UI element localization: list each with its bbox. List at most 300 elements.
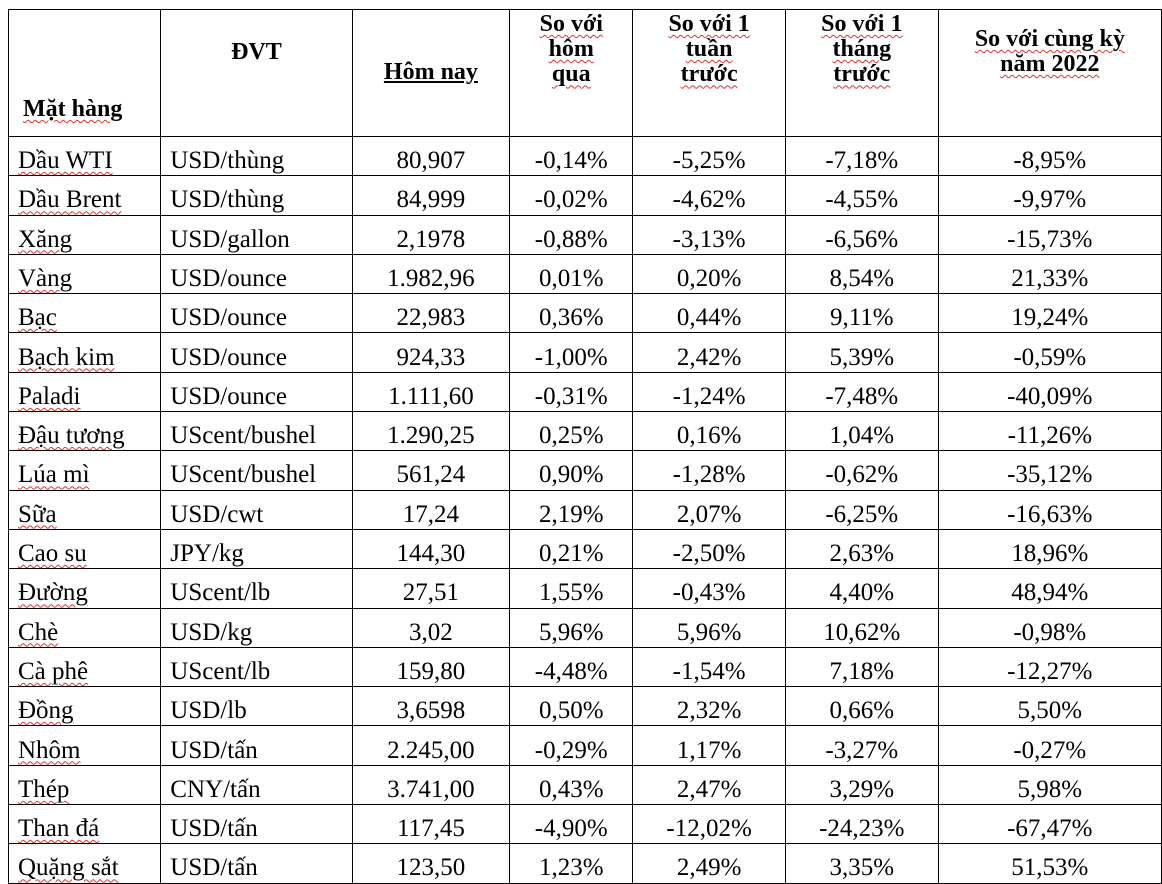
cell-vs-last-month xyxy=(785,726,938,765)
cell-today xyxy=(352,844,510,883)
cell-vs-last-month xyxy=(785,490,938,529)
header-item xyxy=(9,10,161,137)
header-line: năm 2022 xyxy=(1000,51,1100,78)
cell-unit-text: UScent/lb xyxy=(170,579,271,607)
table-row xyxy=(9,805,1162,844)
cell-today xyxy=(352,294,510,333)
cell-vs-last-month xyxy=(785,176,938,215)
header-line: So với xyxy=(539,11,603,37)
cell-vs-same-period-2022-text: 5,98% xyxy=(1017,775,1083,803)
cell-vs-last-month xyxy=(785,372,938,411)
table-row xyxy=(9,294,1162,333)
table-header xyxy=(9,10,1162,137)
cell-vs-last-week xyxy=(633,254,786,293)
table-row xyxy=(9,569,1162,608)
cell-vs-same-period-2022 xyxy=(938,647,1161,686)
cell-unit xyxy=(161,372,352,411)
cell-item-text: Cà phê xyxy=(18,657,89,685)
cell-today-text: 1.111,60 xyxy=(388,382,474,410)
cell-vs-last-month-text: 5,39% xyxy=(829,343,895,371)
table-row xyxy=(9,254,1162,293)
cell-today-text: 3,02 xyxy=(409,618,453,646)
cell-vs-last-week xyxy=(633,215,786,254)
cell-item-text: Quặng sắt xyxy=(18,854,119,882)
cell-vs-last-week xyxy=(633,726,786,765)
table-row xyxy=(9,137,1162,176)
header-row xyxy=(9,10,1162,137)
cell-vs-same-period-2022-text: 51,53% xyxy=(1011,854,1089,882)
header-line: qua xyxy=(551,61,591,88)
cell-item-text: Thép xyxy=(18,775,70,803)
cell-item xyxy=(9,254,161,293)
cell-vs-same-period-2022 xyxy=(938,215,1161,254)
cell-today-text: 1.290,25 xyxy=(387,422,475,450)
header-today xyxy=(352,10,510,137)
cell-unit xyxy=(161,137,352,176)
cell-today-text: 2,1978 xyxy=(396,225,466,253)
cell-item xyxy=(9,215,161,254)
cell-unit-text: UScent/bushel xyxy=(170,461,317,489)
header-vs-same-period-2022 xyxy=(938,10,1161,137)
cell-item-text: Dầu WTI xyxy=(18,147,113,175)
cell-vs-yesterday-text: 0,25% xyxy=(538,422,604,450)
cell-vs-same-period-2022 xyxy=(938,372,1161,411)
cell-vs-same-period-2022-text: -35,12% xyxy=(1007,461,1093,489)
cell-vs-yesterday-text: -0,14% xyxy=(534,147,608,175)
cell-vs-same-period-2022-text: -11,26% xyxy=(1007,422,1093,450)
cell-item-text: Đồng xyxy=(18,697,74,725)
cell-vs-last-week xyxy=(633,333,786,372)
header-line: So với 1 xyxy=(821,11,903,37)
cell-vs-same-period-2022 xyxy=(938,608,1161,647)
cell-unit-text: UScent/lb xyxy=(170,657,271,685)
cell-vs-same-period-2022 xyxy=(938,805,1161,844)
cell-vs-last-month-text: -7,48% xyxy=(825,382,899,410)
cell-vs-last-week xyxy=(633,647,786,686)
cell-vs-last-week-text: -1,54% xyxy=(672,657,746,685)
cell-item-text: Paladi xyxy=(18,382,81,410)
cell-vs-last-month xyxy=(785,805,938,844)
cell-vs-yesterday xyxy=(510,569,633,608)
cell-item xyxy=(9,569,161,608)
cell-today-text: 2.245,00 xyxy=(387,736,475,764)
cell-vs-last-week-text: 0,44% xyxy=(676,304,742,332)
cell-item-text: Nhôm xyxy=(18,736,81,764)
cell-unit xyxy=(161,294,352,333)
header-line: Hôm nay xyxy=(383,59,478,86)
cell-unit-text: USD/cwt xyxy=(170,500,264,528)
cell-vs-last-week-text: 1,17% xyxy=(676,736,742,764)
cell-unit xyxy=(161,412,352,451)
table-row xyxy=(9,726,1162,765)
cell-vs-same-period-2022-text: -67,47% xyxy=(1007,815,1093,843)
cell-vs-last-week xyxy=(633,412,786,451)
cell-item xyxy=(9,451,161,490)
cell-vs-last-month xyxy=(785,215,938,254)
cell-vs-same-period-2022-text: -0,59% xyxy=(1013,343,1087,371)
header-vs-last-month xyxy=(785,10,938,137)
cell-vs-yesterday xyxy=(510,333,633,372)
cell-vs-same-period-2022-text: -40,09% xyxy=(1007,382,1093,410)
cell-vs-last-week-text: 2,07% xyxy=(676,500,742,528)
cell-vs-last-month-text: -24,23% xyxy=(819,815,905,843)
cell-vs-yesterday xyxy=(510,254,633,293)
cell-vs-yesterday-text: -4,48% xyxy=(534,657,608,685)
cell-vs-last-week xyxy=(633,687,786,726)
table-row xyxy=(9,687,1162,726)
cell-vs-last-week xyxy=(633,372,786,411)
cell-unit-text: USD/ounce xyxy=(170,304,287,332)
cell-item-text: Cao su xyxy=(18,540,87,568)
cell-today-text: 159,80 xyxy=(396,657,466,685)
cell-today-text: 1.982,96 xyxy=(387,264,475,292)
cell-item-text: Xăng xyxy=(18,225,73,253)
header-line: Mặt hàng xyxy=(23,95,123,122)
cell-vs-yesterday-text: 1,23% xyxy=(538,854,604,882)
cell-vs-yesterday-text: -4,90% xyxy=(534,815,608,843)
cell-vs-yesterday xyxy=(510,529,633,568)
cell-today-text: 17,24 xyxy=(402,500,460,528)
cell-vs-last-week-text: 2,32% xyxy=(676,697,742,725)
cell-unit-text: USD/ounce xyxy=(170,382,287,410)
cell-vs-yesterday xyxy=(510,176,633,215)
cell-unit-text: USD/kg xyxy=(170,618,253,646)
table-row xyxy=(9,529,1162,568)
table-body xyxy=(9,137,1162,884)
cell-vs-yesterday xyxy=(510,765,633,804)
cell-vs-yesterday-text: 0,50% xyxy=(538,697,604,725)
cell-unit xyxy=(161,490,352,529)
header-line: trước xyxy=(680,61,738,88)
cell-vs-last-week xyxy=(633,294,786,333)
cell-item-text: Dầu Brent xyxy=(18,186,122,214)
cell-vs-yesterday-text: 0,43% xyxy=(538,775,604,803)
cell-vs-last-month-text: -3,27% xyxy=(825,736,899,764)
cell-item xyxy=(9,844,161,883)
cell-today xyxy=(352,608,510,647)
cell-item-text: Bạc xyxy=(18,304,57,332)
cell-vs-same-period-2022-text: -15,73% xyxy=(1007,225,1093,253)
cell-vs-yesterday-text: -0,29% xyxy=(534,736,608,764)
cell-today-text: 84,999 xyxy=(396,186,466,214)
cell-vs-last-week xyxy=(633,844,786,883)
cell-vs-same-period-2022-text: -8,95% xyxy=(1013,147,1087,175)
cell-today xyxy=(352,529,510,568)
table-row xyxy=(9,608,1162,647)
cell-vs-last-month-text: 3,35% xyxy=(829,854,895,882)
cell-vs-same-period-2022-text: 19,24% xyxy=(1011,304,1089,332)
cell-vs-yesterday-text: 0,21% xyxy=(538,540,604,568)
cell-vs-same-period-2022 xyxy=(938,176,1161,215)
cell-vs-yesterday xyxy=(510,215,633,254)
cell-unit-text: CNY/tấn xyxy=(170,775,261,803)
cell-vs-same-period-2022-text: 21,33% xyxy=(1011,264,1089,292)
table-row xyxy=(9,451,1162,490)
cell-item xyxy=(9,137,161,176)
cell-vs-same-period-2022-text: -12,27% xyxy=(1007,657,1093,685)
cell-vs-same-period-2022 xyxy=(938,412,1161,451)
cell-vs-last-month xyxy=(785,412,938,451)
cell-today xyxy=(352,451,510,490)
cell-today xyxy=(352,569,510,608)
header-line: So với cùng kỳ xyxy=(974,26,1125,52)
cell-vs-last-week-text: 2,47% xyxy=(676,775,742,803)
cell-vs-last-week xyxy=(633,176,786,215)
cell-vs-same-period-2022 xyxy=(938,765,1161,804)
cell-vs-last-month-text: 2,63% xyxy=(829,540,895,568)
cell-vs-last-week-text: -3,13% xyxy=(672,225,746,253)
table-row xyxy=(9,490,1162,529)
cell-vs-same-period-2022 xyxy=(938,569,1161,608)
cell-vs-last-week-text: -0,43% xyxy=(672,579,746,607)
table-row xyxy=(9,176,1162,215)
cell-today xyxy=(352,765,510,804)
cell-vs-last-month xyxy=(785,529,938,568)
cell-vs-same-period-2022 xyxy=(938,254,1161,293)
cell-vs-same-period-2022-text: -16,63% xyxy=(1007,500,1093,528)
cell-today-text: 3.741,00 xyxy=(387,775,475,803)
cell-unit xyxy=(161,176,352,215)
cell-unit xyxy=(161,215,352,254)
cell-vs-last-week xyxy=(633,569,786,608)
cell-vs-last-week-text: 5,96% xyxy=(676,618,742,646)
cell-vs-last-week xyxy=(633,137,786,176)
cell-vs-last-month xyxy=(785,647,938,686)
cell-vs-last-week-text: 2,42% xyxy=(676,343,742,371)
cell-today-text: 80,907 xyxy=(396,147,466,175)
cell-item xyxy=(9,294,161,333)
cell-vs-last-month-text: -4,55% xyxy=(825,186,899,214)
header-vs-last-week xyxy=(633,10,786,137)
cell-vs-last-week-text: -2,50% xyxy=(672,540,746,568)
cell-vs-yesterday xyxy=(510,137,633,176)
cell-vs-last-month-text: 0,66% xyxy=(829,697,895,725)
cell-item xyxy=(9,176,161,215)
table-row xyxy=(9,333,1162,372)
cell-vs-yesterday-text: -0,88% xyxy=(534,225,608,253)
cell-item xyxy=(9,372,161,411)
table-row xyxy=(9,765,1162,804)
cell-today-text: 3,6598 xyxy=(396,697,466,725)
cell-item xyxy=(9,765,161,804)
cell-item xyxy=(9,333,161,372)
cell-vs-yesterday xyxy=(510,412,633,451)
table-row xyxy=(9,372,1162,411)
cell-unit xyxy=(161,647,352,686)
cell-vs-yesterday xyxy=(510,608,633,647)
cell-vs-same-period-2022 xyxy=(938,726,1161,765)
cell-item xyxy=(9,647,161,686)
cell-vs-same-period-2022 xyxy=(938,687,1161,726)
cell-vs-last-week xyxy=(633,805,786,844)
cell-vs-last-month xyxy=(785,687,938,726)
cell-today xyxy=(352,372,510,411)
cell-vs-same-period-2022 xyxy=(938,451,1161,490)
cell-unit xyxy=(161,254,352,293)
cell-unit xyxy=(161,805,352,844)
cell-unit-text: USD/thùng xyxy=(170,186,285,214)
cell-vs-yesterday xyxy=(510,294,633,333)
cell-vs-yesterday-text: -0,02% xyxy=(534,186,608,214)
table-row xyxy=(9,647,1162,686)
cell-today-text: 117,45 xyxy=(397,815,465,843)
cell-item xyxy=(9,805,161,844)
cell-vs-last-month-text: 4,40% xyxy=(829,579,895,607)
cell-vs-yesterday xyxy=(510,490,633,529)
cell-vs-last-month-text: -0,62% xyxy=(825,461,899,489)
cell-vs-yesterday xyxy=(510,372,633,411)
cell-today xyxy=(352,412,510,451)
cell-item xyxy=(9,726,161,765)
cell-vs-yesterday-text: 0,36% xyxy=(538,304,604,332)
cell-vs-yesterday-text: -0,31% xyxy=(534,382,608,410)
cell-vs-yesterday xyxy=(510,647,633,686)
cell-vs-last-week-text: -4,62% xyxy=(672,186,746,214)
table-row xyxy=(9,215,1162,254)
cell-unit xyxy=(161,333,352,372)
cell-vs-last-month xyxy=(785,333,938,372)
cell-unit xyxy=(161,608,352,647)
cell-unit-text: UScent/bushel xyxy=(170,422,317,450)
cell-vs-last-month xyxy=(785,765,938,804)
cell-item-text: Bạch kim xyxy=(18,343,115,371)
cell-vs-yesterday xyxy=(510,726,633,765)
cell-vs-last-month xyxy=(785,451,938,490)
cell-vs-last-month xyxy=(785,254,938,293)
cell-today xyxy=(352,215,510,254)
cell-vs-same-period-2022 xyxy=(938,844,1161,883)
cell-vs-same-period-2022-text: 48,94% xyxy=(1011,579,1089,607)
cell-today-text: 561,24 xyxy=(396,461,466,489)
cell-item-text: Đường xyxy=(18,579,88,607)
cell-today xyxy=(352,254,510,293)
cell-unit xyxy=(161,765,352,804)
cell-item-text: Đậu tương xyxy=(18,422,125,450)
cell-vs-yesterday xyxy=(510,844,633,883)
cell-vs-last-month-text: 1,04% xyxy=(829,422,895,450)
cell-vs-last-month xyxy=(785,844,938,883)
cell-vs-last-month xyxy=(785,137,938,176)
cell-today-text: 924,33 xyxy=(396,343,466,371)
cell-vs-last-week-text: -5,25% xyxy=(672,147,746,175)
cell-unit xyxy=(161,451,352,490)
cell-item-text: Vàng xyxy=(18,264,73,292)
cell-vs-yesterday-text: 0,90% xyxy=(538,461,604,489)
cell-vs-last-week-text: -1,24% xyxy=(672,382,746,410)
cell-vs-yesterday xyxy=(510,687,633,726)
header-unit xyxy=(161,10,352,137)
cell-vs-yesterday-text: 2,19% xyxy=(538,500,604,528)
cell-vs-yesterday-text: 1,55% xyxy=(538,579,604,607)
cell-vs-same-period-2022-text: -0,27% xyxy=(1013,736,1087,764)
cell-vs-last-month-text: -6,25% xyxy=(825,500,899,528)
cell-vs-last-month-text: -6,56% xyxy=(825,225,899,253)
cell-unit-text: USD/tấn xyxy=(170,854,258,882)
cell-unit-text: USD/ounce xyxy=(170,343,287,371)
cell-vs-last-week xyxy=(633,529,786,568)
header-line: hôm xyxy=(548,36,594,63)
cell-vs-last-month-text: 3,29% xyxy=(829,775,895,803)
cell-vs-yesterday-text: -1,00% xyxy=(534,343,608,371)
commodity-price-table-container xyxy=(8,9,1162,884)
cell-vs-last-week xyxy=(633,490,786,529)
cell-vs-last-week xyxy=(633,608,786,647)
header-line: tháng xyxy=(832,36,892,63)
cell-unit xyxy=(161,726,352,765)
header-line: So với 1 xyxy=(668,11,750,37)
cell-today-text: 22,983 xyxy=(396,304,466,332)
cell-vs-last-month-text: 10,62% xyxy=(823,618,901,646)
cell-vs-same-period-2022-text: 5,50% xyxy=(1017,697,1083,725)
cell-item xyxy=(9,490,161,529)
header-line: tuần xyxy=(685,36,733,63)
cell-unit-text: JPY/kg xyxy=(170,540,244,568)
cell-unit xyxy=(161,569,352,608)
header-line: trước xyxy=(833,61,891,88)
cell-today xyxy=(352,647,510,686)
cell-unit-text: USD/lb xyxy=(170,697,247,725)
cell-item xyxy=(9,608,161,647)
cell-vs-last-month xyxy=(785,608,938,647)
cell-vs-yesterday-text: 5,96% xyxy=(538,618,604,646)
cell-vs-last-month-text: -7,18% xyxy=(825,147,899,175)
cell-item-text: Lúa mì xyxy=(18,461,90,489)
cell-unit-text: USD/tấn xyxy=(170,736,258,764)
cell-vs-last-week-text: 0,20% xyxy=(676,264,742,292)
cell-item-text: Sữa xyxy=(18,500,57,528)
cell-unit-text: USD/gallon xyxy=(170,225,290,253)
table-row xyxy=(9,412,1162,451)
cell-item xyxy=(9,412,161,451)
header-line: ĐVT xyxy=(231,39,282,65)
cell-today xyxy=(352,687,510,726)
cell-vs-yesterday xyxy=(510,805,633,844)
cell-today-text: 144,30 xyxy=(396,540,466,568)
cell-vs-yesterday-text: 0,01% xyxy=(538,264,604,292)
cell-item xyxy=(9,529,161,568)
cell-unit-text: USD/thùng xyxy=(170,147,285,175)
cell-vs-last-week-text: 2,49% xyxy=(676,854,742,882)
cell-today xyxy=(352,333,510,372)
cell-vs-last-month xyxy=(785,569,938,608)
cell-vs-last-week xyxy=(633,451,786,490)
cell-vs-last-month-text: 9,11% xyxy=(829,304,894,332)
cell-unit-text: USD/tấn xyxy=(170,815,258,843)
cell-vs-last-month-text: 8,54% xyxy=(829,264,895,292)
cell-item-text: Than đá xyxy=(18,815,100,843)
cell-vs-same-period-2022-text: -0,98% xyxy=(1013,618,1087,646)
cell-today xyxy=(352,490,510,529)
cell-vs-yesterday xyxy=(510,451,633,490)
cell-vs-same-period-2022 xyxy=(938,294,1161,333)
cell-vs-last-week-text: -12,02% xyxy=(666,815,752,843)
cell-today-text: 27,51 xyxy=(402,579,460,607)
cell-unit xyxy=(161,529,352,568)
cell-vs-last-week xyxy=(633,765,786,804)
cell-today xyxy=(352,176,510,215)
cell-unit xyxy=(161,687,352,726)
cell-item-text: Chè xyxy=(18,618,59,646)
cell-vs-same-period-2022-text: 18,96% xyxy=(1011,540,1089,568)
cell-today-text: 123,50 xyxy=(396,854,466,882)
cell-vs-last-month-text: 7,18% xyxy=(829,657,895,685)
cell-vs-same-period-2022 xyxy=(938,529,1161,568)
cell-vs-last-month xyxy=(785,294,938,333)
cell-unit-text: USD/ounce xyxy=(170,264,287,292)
cell-vs-last-week-text: 0,16% xyxy=(676,422,742,450)
cell-vs-same-period-2022 xyxy=(938,333,1161,372)
cell-vs-last-week-text: -1,28% xyxy=(672,461,746,489)
